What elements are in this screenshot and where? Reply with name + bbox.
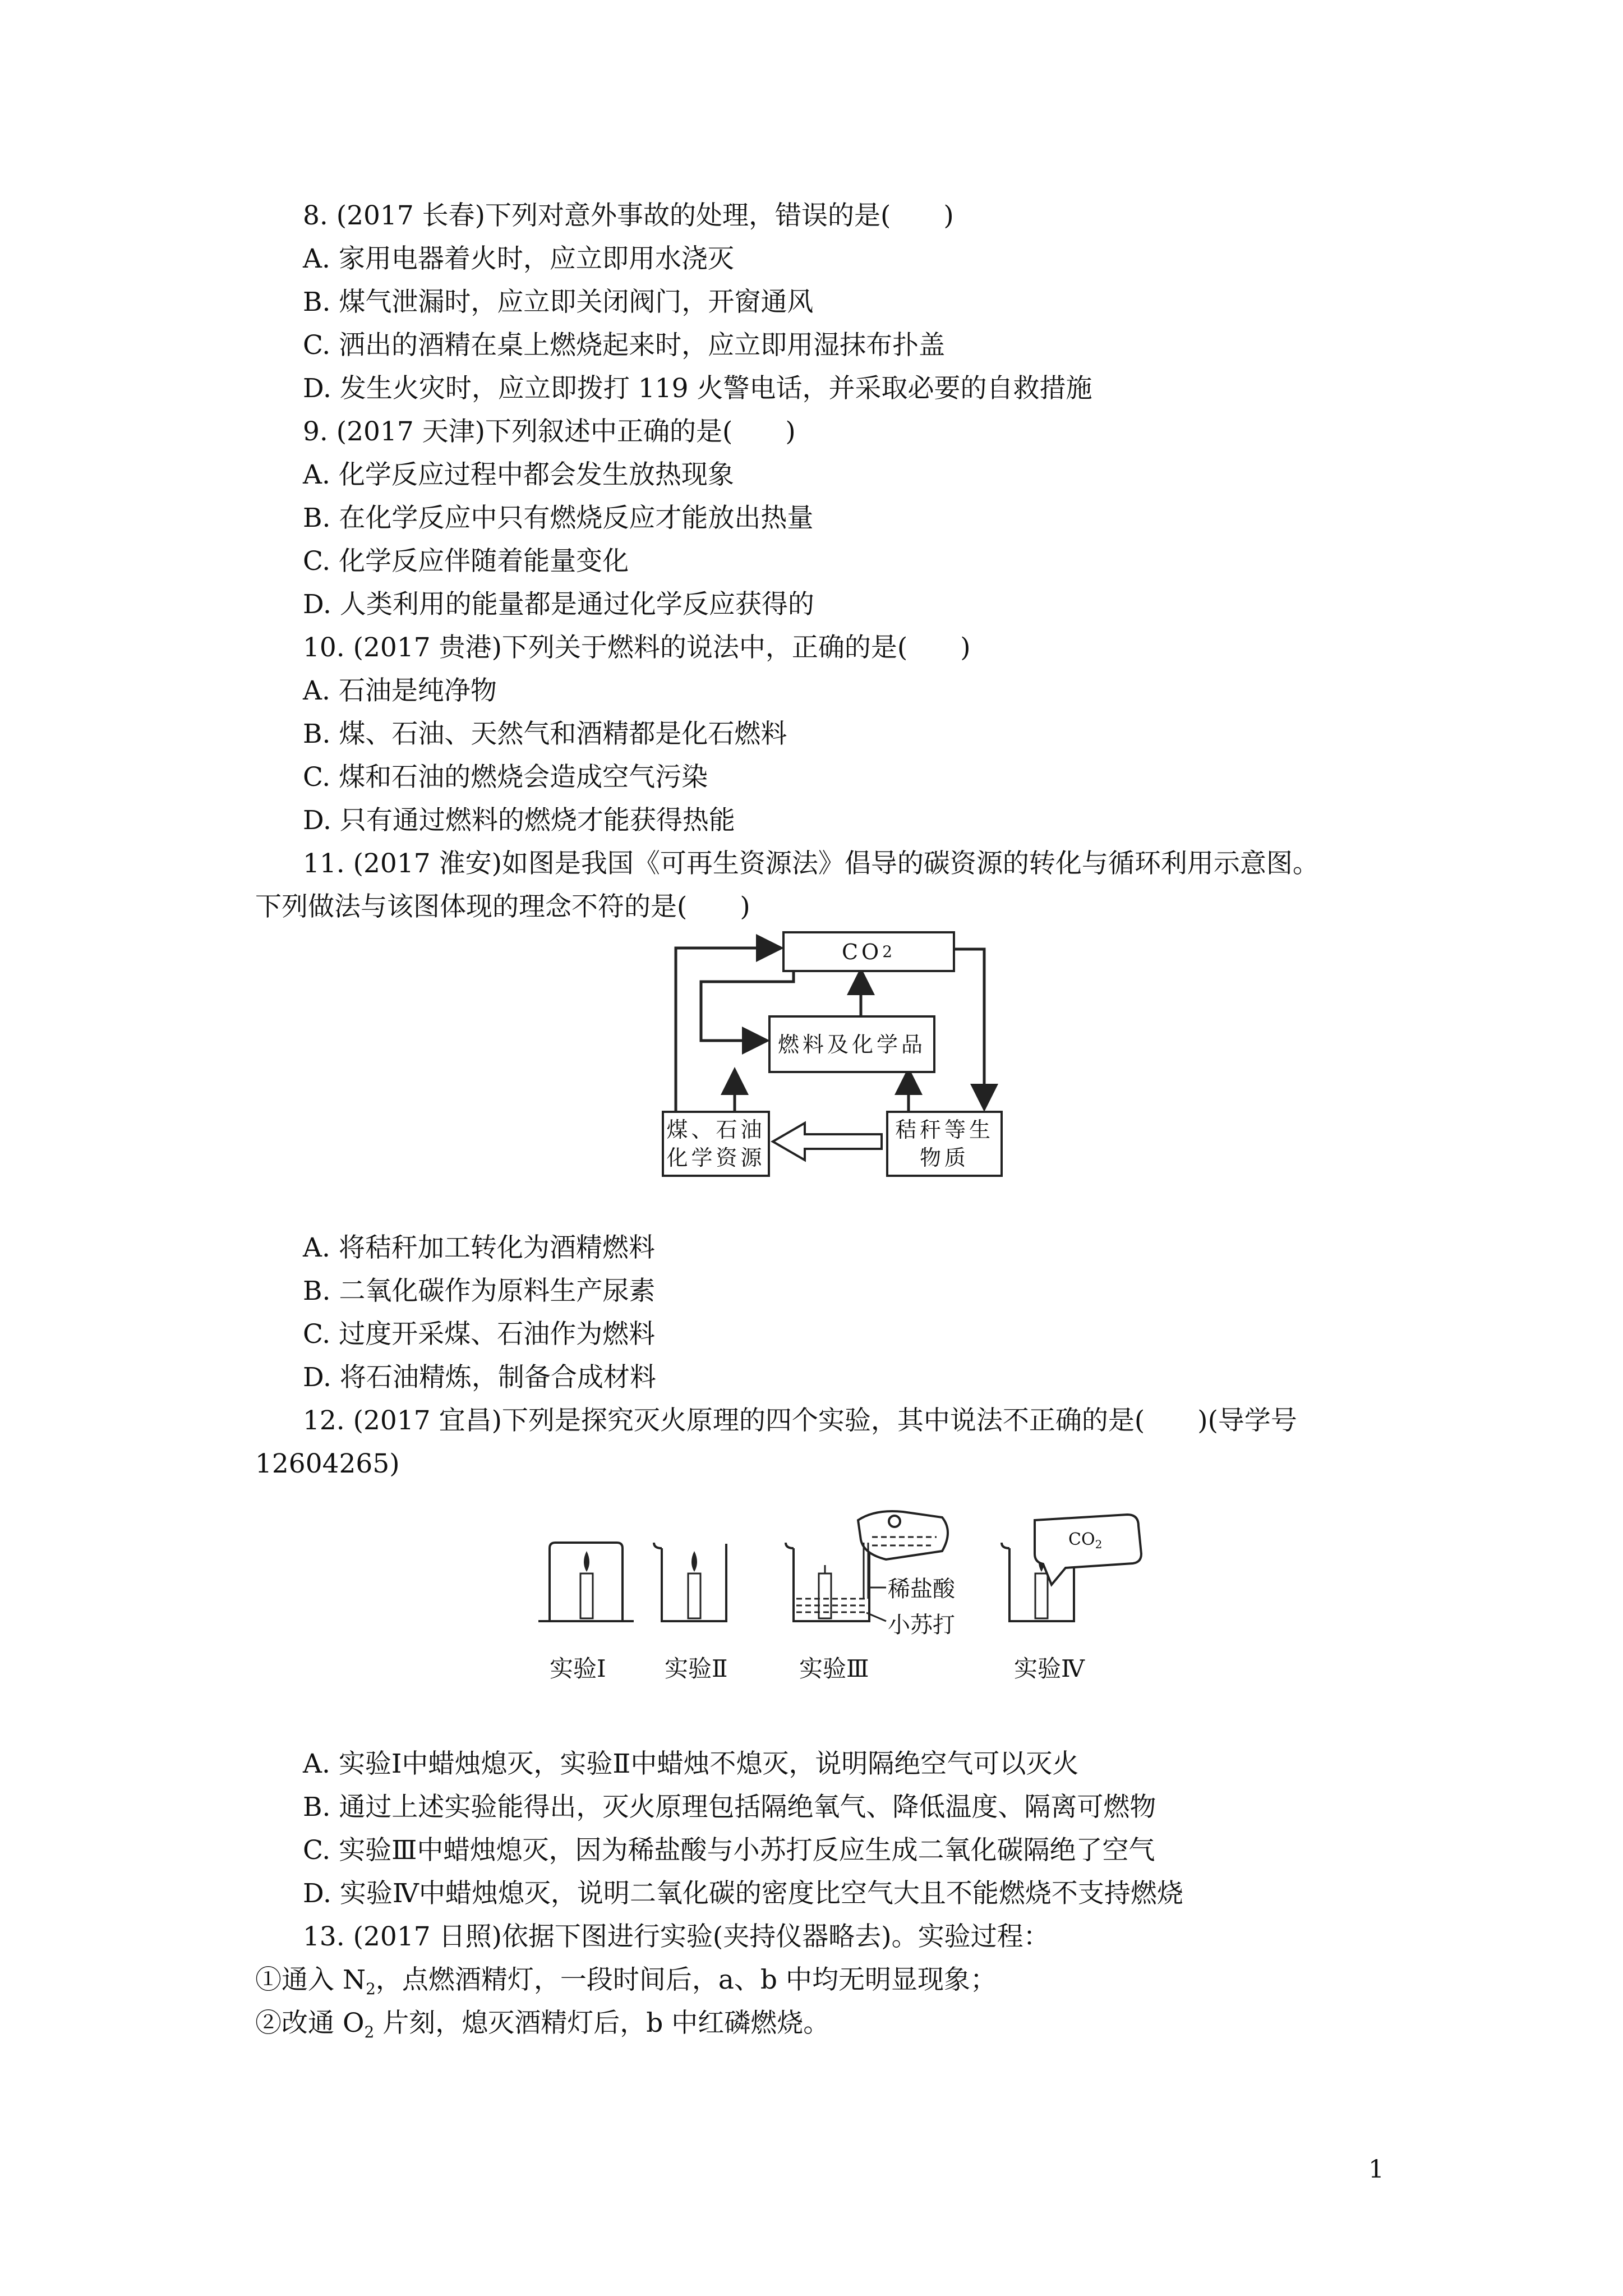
co2-box-label: CO <box>841 939 883 964</box>
question-12-option-d: D. 实验Ⅳ中蜡烛熄灭，说明二氧化碳的密度比空气大且不能燃烧不支持燃烧 <box>303 1878 1183 1909</box>
co2-box <box>782 931 955 972</box>
step-2-subscript: 2 <box>364 2023 375 2041</box>
question-11-stem-continued: 下列做法与该图体现的理念不符的是( ) <box>255 891 750 922</box>
experiment-1-label: 实验Ⅰ <box>550 1655 606 1682</box>
step-2-text-a: ②改通 O <box>255 2008 365 2039</box>
question-10-option-b: B. 煤、石油、天然气和酒精都是化石燃料 <box>303 719 787 749</box>
question-11-option-c: C. 过度开采煤、石油作为燃料 <box>303 1319 656 1350</box>
question-11-option-d: D. 将石油精炼，制备合成材料 <box>303 1362 656 1393</box>
question-9-option-a: A. 化学反应过程中都会发生放热现象 <box>303 459 734 490</box>
question-11-option-a: A. 将秸秆加工转化为酒精燃料 <box>303 1232 655 1263</box>
straw-biomass-box: 秸秆等生 物质 <box>886 1111 1003 1177</box>
step-2-text-b: 片刻，熄灭酒精灯后，b 中红磷燃烧。 <box>374 2008 830 2039</box>
question-10-option-d: D. 只有通过燃料的燃烧才能获得热能 <box>303 805 735 836</box>
question-9-option-c: C. 化学反应伴随着能量变化 <box>303 546 629 577</box>
experiment-3-label: 实验Ⅲ <box>799 1655 869 1682</box>
fuel-chemicals-box: 燃料及化学品 <box>768 1015 935 1073</box>
question-8-option-d: D. 发生火灾时，应立即拨打 119 火警电话，并采取必要的自救措施 <box>303 373 1092 404</box>
question-12-option-b: B. 通过上述实验能得出，灭火原理包括隔绝氧气、降低温度、隔离可燃物 <box>303 1792 1156 1823</box>
question-13-stem: 13. (2017 日照)依据下图进行实验(夹持仪器略去)。实验过程： <box>303 1921 1050 1952</box>
step-1-text-a: ①通入 N <box>255 1964 366 1995</box>
co2-container-text: CO <box>1068 1530 1095 1549</box>
question-11-option-b: B. 二氧化碳作为原料生产尿素 <box>303 1276 656 1306</box>
question-12-option-c: C. 实验Ⅲ中蜡烛熄灭，因为稀盐酸与小苏打反应生成二氧化碳隔绝了空气 <box>303 1835 1155 1866</box>
coal-oil-resources-box: 煤、石油 化学资源 <box>662 1111 770 1177</box>
page-number: 1 <box>1368 2155 1384 2184</box>
co2-box-subscript: 2 <box>882 942 896 961</box>
question-13-step-1 <box>0 1963 1623 2006</box>
question-11-stem: 11. (2017 淮安)如图是我国《可再生资源法》倡导的碳资源的转化与循环利用示意图。 <box>303 848 1319 879</box>
step-1-subscript: 2 <box>366 1980 376 1998</box>
step-1-text-b: ，点燃酒精灯，一段时间后，a、b 中均无明显现象； <box>375 1964 997 1995</box>
question-12-stem-continued: 12604265) <box>255 1448 400 1479</box>
question-8-stem: 8. (2017 长春)下列对意外事故的处理，错误的是( ) <box>303 200 954 231</box>
co2-container-label <box>1068 1529 1102 1556</box>
fire-extinguishing-experiments-figure <box>527 1509 1155 1700</box>
question-12-stem: 12. (2017 宜昌)下列是探究灭火原理的四个实验，其中说法不正确的是( )(导学号 <box>303 1405 1297 1436</box>
question-13-step-2 <box>0 2007 1623 2049</box>
question-9-option-b: B. 在化学反应中只有燃烧反应才能放出热量 <box>303 503 814 533</box>
question-12-option-a: A. 实验Ⅰ中蜡烛熄灭，实验Ⅱ中蜡烛不熄灭，说明隔绝空气可以灭火 <box>303 1749 1079 1779</box>
question-9-option-d: D. 人类利用的能量都是通过化学反应获得的 <box>303 589 814 620</box>
question-9-stem: 9. (2017 天津)下列叙述中正确的是( ) <box>303 416 796 447</box>
question-8-option-c: C. 洒出的酒精在桌上燃烧起来时，应立即用湿抹布扑盖 <box>303 330 946 361</box>
question-10-option-a: A. 石油是纯净物 <box>303 675 497 706</box>
carbon-cycle-diagram <box>662 926 998 1189</box>
baking-soda-label: 小苏打 <box>888 1612 955 1638</box>
dilute-hydrochloric-acid-label: 稀盐酸 <box>888 1576 955 1602</box>
question-8-option-b: B. 煤气泄漏时，应立即关闭阀门，开窗通风 <box>303 287 814 318</box>
question-8-option-a: A. 家用电器着火时，应立即用水浇灭 <box>303 243 734 274</box>
question-10-stem: 10. (2017 贵港)下列关于燃料的说法中，正确的是( ) <box>303 632 971 663</box>
question-10-option-c: C. 煤和石油的燃烧会造成空气污染 <box>303 762 708 793</box>
experiment-2-label: 实验Ⅱ <box>665 1655 728 1682</box>
experiment-4-label: 实验Ⅳ <box>1014 1655 1085 1682</box>
co2-container-subscript: 2 <box>1095 1538 1103 1551</box>
